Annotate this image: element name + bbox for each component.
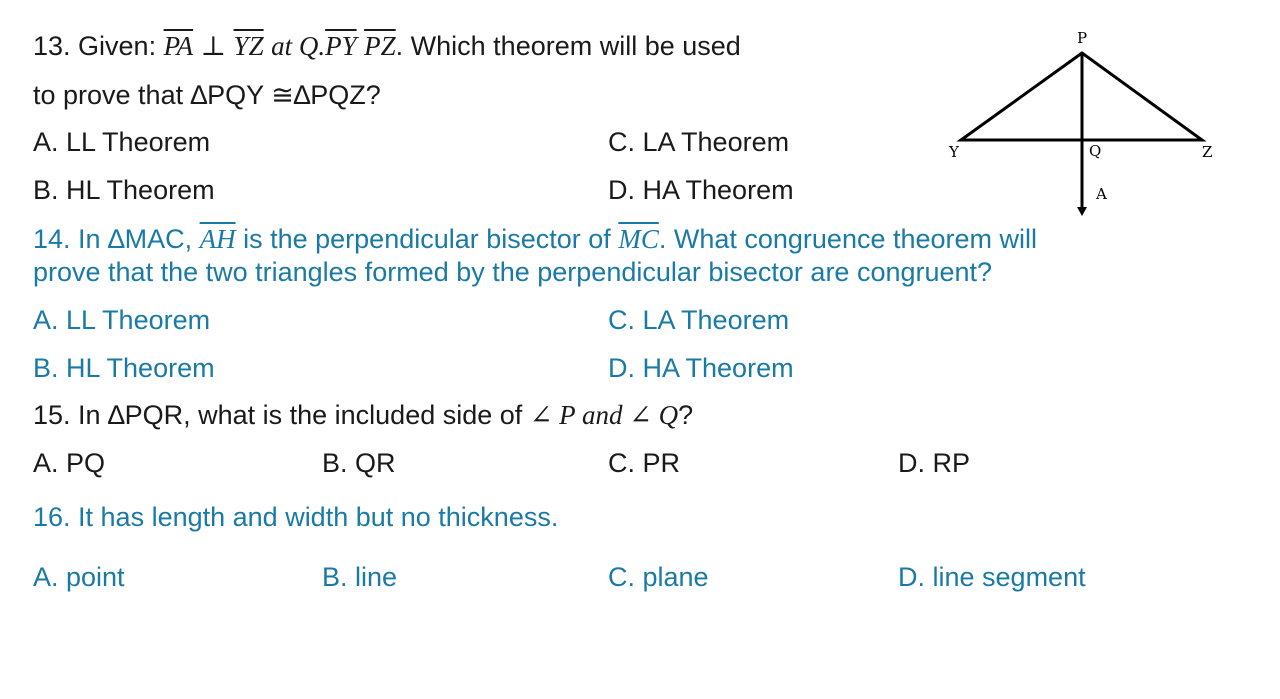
q14-option-d[interactable]: D. HA Theorem — [608, 353, 794, 383]
label-y: Y — [949, 143, 959, 161]
q14-segment-ah: $\overline{AH}$ — [199, 224, 236, 254]
q14-number: 14. In ∆MAC, — [33, 224, 193, 254]
q14-segment-mc: $\overline{MC}$ — [618, 224, 659, 254]
q16-option-a[interactable]: A. point — [33, 562, 125, 592]
q16-option-c[interactable]: C. plane — [608, 562, 709, 592]
q13-segment-pz: $\overline{PZ}$ — [364, 31, 396, 61]
q14-option-b[interactable]: B. HL Theorem — [33, 353, 215, 383]
q13-number: 13. Given: — [33, 31, 157, 61]
q14-text: is the perpendicular bisector of — [243, 224, 611, 254]
q15-angles: ∠ P and ∠ Q — [529, 400, 679, 430]
label-a: A — [1096, 185, 1107, 203]
q13-triangle-figure — [920, 26, 1220, 221]
q13-option-d[interactable]: D. HA Theorem — [608, 175, 794, 205]
label-q: Q — [1089, 142, 1102, 160]
q13-perp-symbol: ⊥ — [200, 31, 227, 61]
q13-option-c[interactable]: C. LA Theorem — [608, 127, 790, 157]
q13-option-a[interactable]: A. LL Theorem — [33, 127, 211, 157]
q14-option-a[interactable]: A. LL Theorem — [33, 305, 211, 335]
q16-option-b[interactable]: B. line — [322, 562, 398, 592]
q15-option-a[interactable]: A. PQ — [33, 448, 106, 478]
arrowhead — [1077, 207, 1087, 216]
q13-question-text: . Which theorem will be used — [395, 31, 741, 61]
q15-text: 15. In ∆PQR, what is the included side of — [33, 400, 523, 430]
q15-option-b[interactable]: B. QR — [322, 448, 396, 478]
q13-line2: to prove that ∆PQY ≅∆PQZ? — [33, 80, 381, 110]
q15-option-c[interactable]: C. PR — [608, 448, 681, 478]
label-p: P — [1077, 29, 1088, 47]
q16-option-d[interactable]: D. line segment — [898, 562, 1086, 592]
q13-option-b[interactable]: B. HL Theorem — [33, 175, 215, 205]
q14-line1 — [33, 223, 1037, 255]
q13-segment-pa: $\overline{PA}$ — [163, 31, 194, 61]
q16-line: 16. It has length and width but no thickness. — [33, 502, 559, 532]
q14-text-end: . What congruence theorem will — [658, 224, 1038, 254]
label-z: Z — [1202, 143, 1213, 161]
q13-segment-yz: $\overline{YZ}$ — [233, 31, 264, 61]
q15-line — [33, 399, 693, 431]
q15-option-d[interactable]: D. RP — [898, 448, 971, 478]
q14-option-c[interactable]: C. LA Theorem — [608, 305, 790, 335]
q14-line2: prove that the two triangles formed by the perpendicular bisector are congruent? — [33, 257, 993, 287]
q13-segment-py: $\overline{PY}$ — [325, 31, 357, 61]
q13-at-q: at Q. — [271, 31, 326, 61]
q13-line1 — [33, 30, 741, 62]
q15-qmark: ? — [678, 400, 694, 430]
